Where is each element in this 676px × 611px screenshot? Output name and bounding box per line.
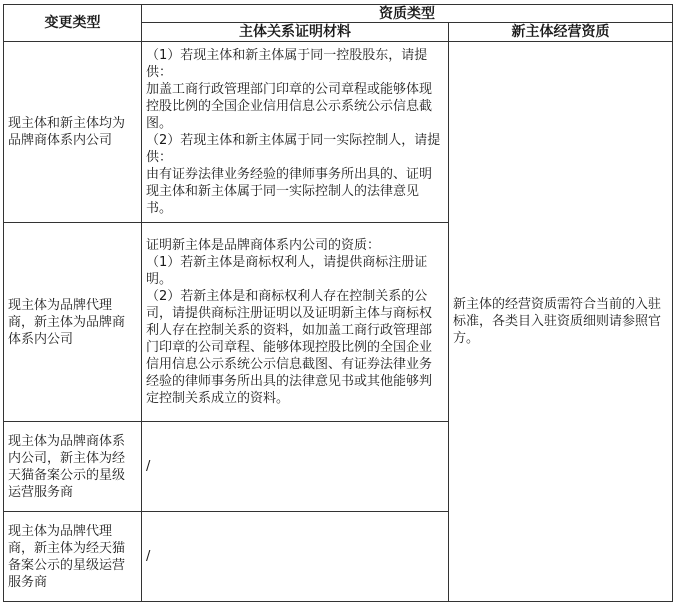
docs-cell (142, 223, 449, 422)
new-subject-qualification-cell: 新主体的经营资质需符合当前的入驻标准，各类目入驻资质细则请参照官方。 (449, 42, 673, 602)
docs-paragraph: （1）若新主体是商标权利人，请提供商标注册证明。 (146, 255, 428, 287)
header-new-subject-qual: 新主体经营资质 (449, 23, 673, 42)
docs-paragraph: 证明新主体是品牌商体系内公司的资质： (146, 238, 381, 253)
docs-cell: / (142, 512, 449, 602)
docs-cell (142, 42, 449, 223)
docs-paragraph: 由有证券法律业务经验的律师事务所出具的、证明现主体和新主体属于同一实际控制人的法律意见书。 (146, 167, 433, 216)
header-subject-docs: 主体关系证明材料 (142, 23, 449, 42)
change-type-cell: 现主体和新主体均为品牌商体系内公司 (4, 42, 142, 223)
header-change-type: 变更类型 (4, 5, 142, 42)
header-qualification-type: 资质类型 (142, 5, 673, 23)
docs-paragraph: （2）若现主体和新主体属于同一实际控制人，请提供： (146, 133, 441, 165)
docs-paragraph: 加盖工商行政管理部门印章的公司章程或能够体现控股比例的全国企业信用信息公示系统公示信息截图。 (146, 82, 433, 131)
qualification-change-table (3, 4, 673, 602)
change-type-cell: 现主体为品牌商体系内公司，新主体为经天猫备案公示的星级运营服务商 (4, 422, 142, 512)
change-type-cell: 现主体为品牌代理商，新主体为品牌商体系内公司 (4, 223, 142, 422)
docs-paragraph: （2）若新主体是和商标权利人存在控制关系的公司，请提供商标注册证明以及证明新主体与商标权利人存在控制关系的资料，如加盖工商行政管理部门印章的公司章程、能够体现控股比例的全国企业信用信息公示系统公示信息截图、有证券法律业务经验的律师事务所出具的法律意见书或其他能够判定控制关系成立的资料。 (146, 289, 433, 406)
docs-cell: / (142, 422, 449, 512)
docs-paragraph: （1）若现主体和新主体属于同一控股股东，请提供： (146, 48, 428, 80)
change-type-cell: 现主体为品牌代理商，新主体为经天猫备案公示的星级运营服务商 (4, 512, 142, 602)
table-row (4, 42, 673, 223)
